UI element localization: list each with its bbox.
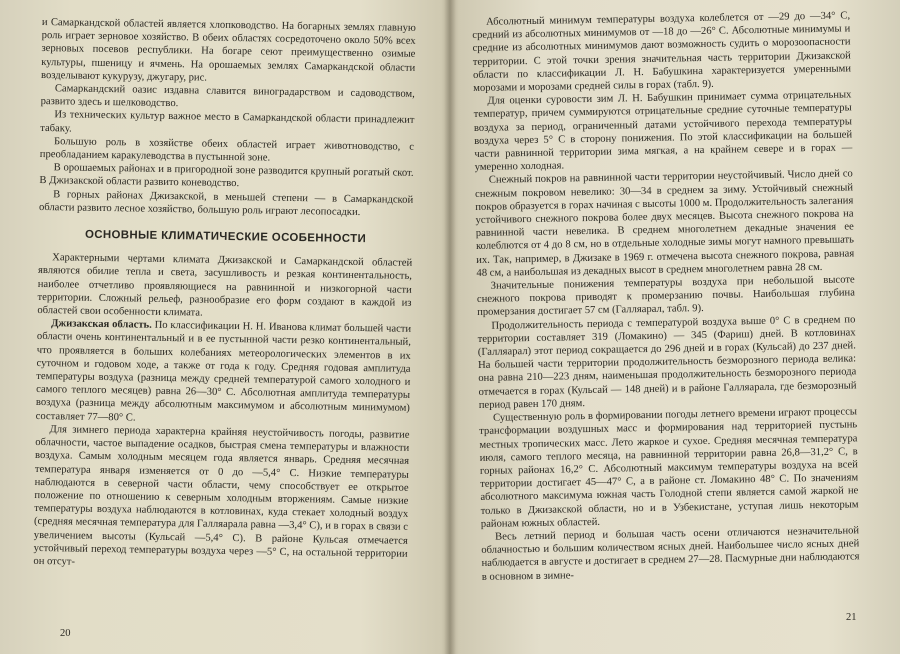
left-paragraph: Характерными чертами климата Джизакской и Самаркандской областей являются обилие тепла и света, засушливость и резкая континентальность, наиболее отчетливо проявляющиеся на равнинной и низкогорной части территории. Сложный рельеф, разнообразие его форм создают в каждой из областей свои особенности климата. (37, 252, 413, 319)
right-paragraph: Значительные понижения температуры воздуха при небольшой высоте снежного покрова приводят к промерзанию почвы. Наибольшая глубина промерзания достигает 57 см (Галляарал, табл. 9). (476, 274, 855, 319)
subsection-lead: Джизакская область. (51, 318, 152, 332)
right-paragraph: Весь летний период и большая часть осени отличаются незначительной облачностью и большим количеством ясных дней. Наибольшее число ясных дней наблюдается в августе и достигает в среднем 27—28. Пасмурные дни наблюдаются в основном в зимне- (481, 525, 860, 583)
right-page (472, 9, 860, 583)
left-paragraph: В орошаемых районах и в пригородной зоне разводится крупный рогатый скот. В Джизакской области развито коневодство. (39, 162, 414, 190)
right-paragraph: Для оценки суровости зим Л. Н. Бабушкин принимает сумма отрицательных температур, причем суммируются отрицательные средние суточные температуры воздуха за период, ограниченный датами устойчивого перехода температуры воздуха через 5° С в сторону понижения. По этой классификации на большей части равнинной территории зима мягкая, а на крайнем севере и в горах — умеренно холодная. (473, 89, 853, 174)
right-paragraph: Продолжительность периода с температурой воздуха выше 0° С в среднем по территории составляет 319 (Ломакино) — 345 (Фариш) дней. В котловинах (Галляарал) этот период сокращается до 296 дней и в горах (Кульсай) до 237 дней. На большей части территории продолжительность безморозного периода велика: она равна 210—223 дням, наименьшая продолжительность безморозного периода отмечается в горах (Кульсай — 148 дней) и в районе Галляарала, где безморозный период равен 170 дням. (477, 314, 857, 411)
left-paragraph: Для зимнего периода характерна крайняя неустойчивость погоды, развитие облачности, частое выпадение осадков, быстрая смена температуры и влажности воздуха. Самым холодным месяцем года является январь. Средняя месячная температура января изменяется от 0 до —5,4° С. Низкие температуры наблюдаются в северной части области, чему способствует ее открытое положение по отношению к северным холодным вторжениям. Самые низкие температуры воздуха наблюдаются в котловинах, куда стекает холодный воздух (средняя месячная температура для Галляарала равна —3,4° С), и в горах в связи с увеличением высоты (Кульсай —5,4° С). В районе Кульсая отмечается устойчивый переход температуры воздуха через —5° С, на остальной территории он отсут- (33, 424, 410, 568)
right-paragraph: Существенную роль в формировании погоды летнего времени играют процессы трансформации воздушных масс и формирования над территорией пустынь местных тропических масс. Лето жаркое и сухое. Средняя месячная температура июля, самого теплого месяца, на равнинной территории равна 26,8—31,2° С, в горных районах 16,2° С. Абсолютный максимум температуры воздуха на всей территории достигает 45—47° С, а в районе ст. Ломакино 48° С. По значениям абсолютного максимума южная часть Голодной степи является самой жаркой не только в Джизакской области, но и в Узбекистане, уступая лишь некоторым районам южных областей. (479, 406, 859, 530)
left-paragraph: Самаркандский оазис издавна славится виноградарством и садоводством, развито здесь и шелководство. (40, 83, 415, 110)
left-paragraph (36, 317, 412, 428)
page-number-right: 21 (846, 612, 857, 623)
left-paragraph: В горных районах Джизакской, в меньшей степени — в Самаркандской области развито лесное хозяйство, большую роль играют лесопосадки. (38, 188, 414, 218)
left-paragraph: и Самаркандской областей является хлопководство. На богарных землях главную роль играет зерновое хозяйство. В обеих областях сосредоточено около 50% всех зерновых посевов республики. На богаре сеют преимущественно озимые культуры, пшеницу и ячмень. На орошаемых землях Самаркандской области возделывают кукурузу, джугару, рис. (40, 16, 416, 84)
section-heading: ОСНОВНЫЕ КЛИМАТИЧЕСКИЕ ОСОБЕННОСТИ (84, 228, 367, 246)
page-number-left: 20 (60, 628, 71, 639)
right-paragraph: Абсолютный минимум температуры воздуха колеблется от —29 до —34° С, средний из абсолютных минимумов от —18 до —26° С. Абсолютные минимумы и средние из абсолютных минимумов дают возможность судить о морозоопасности территории. С этой точки зрения значительная часть территории Джизакской области по классификации Л. Н. Бабушкина характеризуется умеренными морозами и морозами средней силы в горах (табл. 9). (472, 10, 852, 95)
left-paragraph: Из технических культур важное место в Самаркандской области принадлежит табаку. (40, 109, 415, 135)
book-gutter (444, 0, 456, 654)
right-paragraph: Снежный покров на равнинной части территории неустойчивый. Число дней со снежным покровом невелико: 30—34 в среднем за зиму. Устойчивый снежный покров образуется в горах начиная с высоты 1000 м. Продолжительность залегания устойчивого снежного покрова более двух месяцев. Высота снежного покрова на равнинной части невелика. В среднем многолетнем декадные значения ее колеблются от 4 до 8 см, но в отдельные холодные зимы могут намного превышать их. Так, например, в Джизаке в 1969 г. отмечена высота снежного покрова, равная 48 см, а наибольшая из декадных высот в среднем многолетнем равна 28 см. (475, 168, 855, 279)
left-page (33, 16, 416, 574)
paragraph-body: По классификации Н. Н. Иванова климат большей части области очень континентальный и в ее пустынной части резко континентальный, что проявляется в больших колебаниях метеорологических элементов в их суточном и годовом ходе, а также от года к году. Средняя годовая амплитуда температуры воздуха (разница между средней температурой самого холодного и самого теплого месяцев) равна 26—30° С. Абсолютная амплитуда температуры воздуха (разница между абсолютным максимумом и абсолютным минимумом) составляет 77—80° С. (35, 320, 412, 424)
left-paragraph: Большую роль в хозяйстве обеих областей играет животноводство, с преобладанием каракулеводства в пустынной зоне. (39, 136, 415, 164)
